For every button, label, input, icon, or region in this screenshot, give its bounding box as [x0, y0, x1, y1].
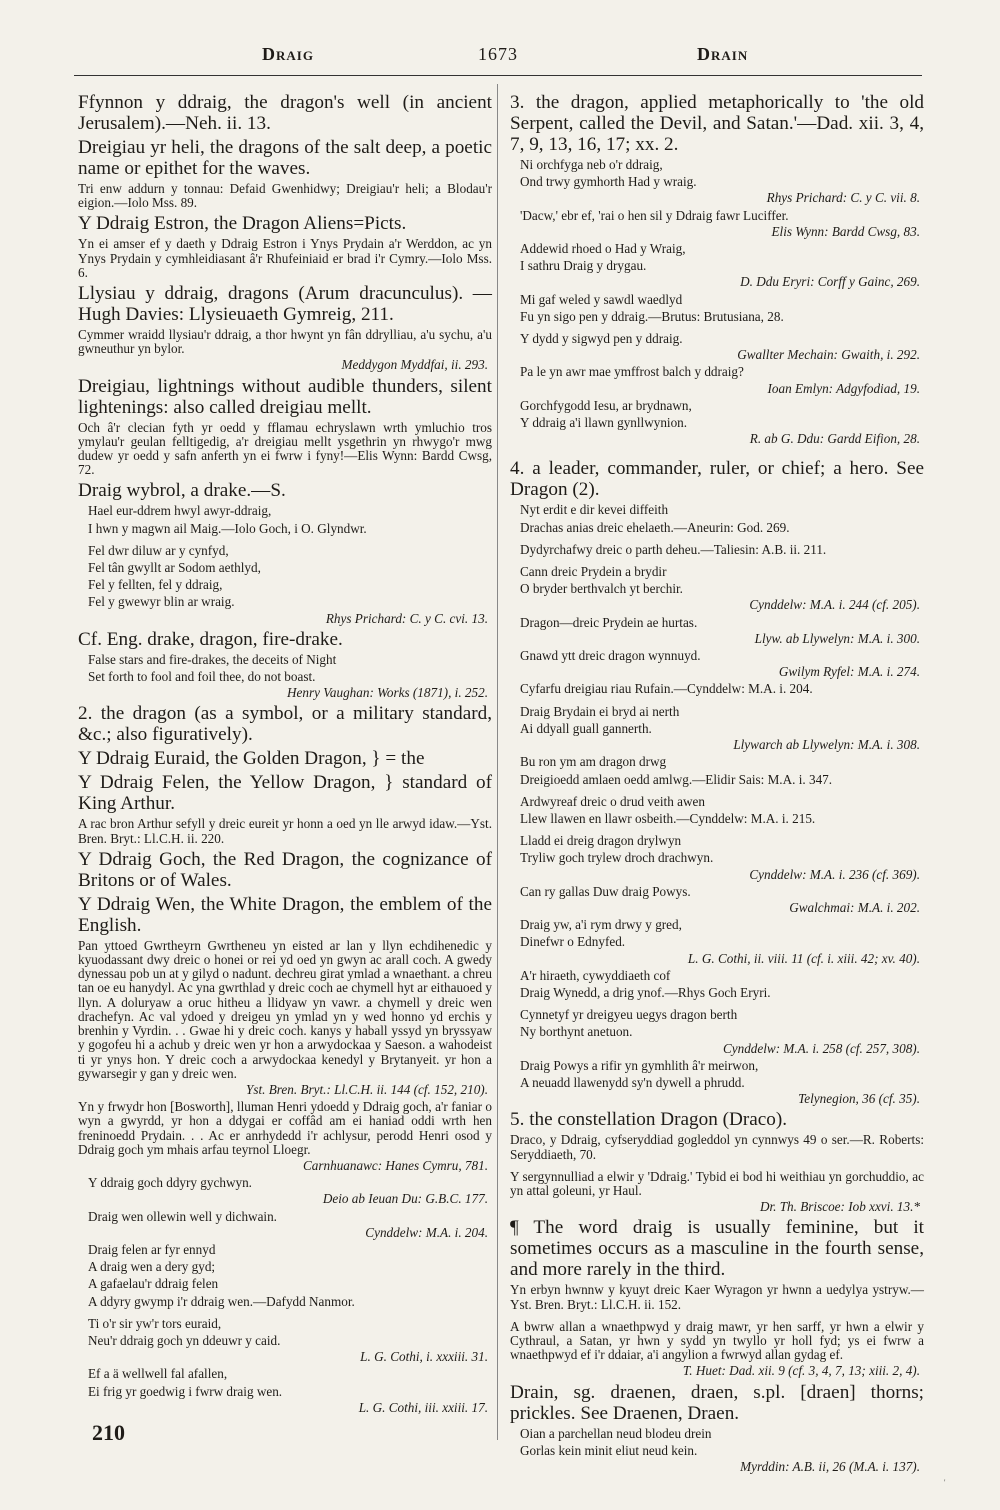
verse-line: Gnawd ytt dreic dragon wynnuyd.	[520, 648, 701, 664]
verse-line: Dinefwr o Ednyfed.	[520, 934, 626, 950]
citation: L. G. Cothi, iii. xxiii. 17.	[358, 1399, 488, 1415]
verse-line: Ef a ä wellwell fal afallen,	[88, 1366, 228, 1382]
running-head-right: Drain	[697, 44, 749, 64]
verse-line: A'r hiraeth, cywyddiaeth cof	[520, 967, 671, 983]
verse-line: Draig Wynedd, a drig ynof.—Rhys Goch Eryri.	[520, 984, 771, 1000]
quotation: Yn ei amser ef y daeth y Ddraig Estron i Ynys Prydain a'r Werddon, ac yn Ynys Prydain y cymhleidiasant â'r Rhufeiniaid er brad i'r Cymry.—Iolo Mss. 6.	[78, 236, 492, 280]
citation: Deio ab Ieuan Du: G.B.C. 177.	[322, 1191, 488, 1207]
entry-text: Y Ddraig Felen, the Yellow Dragon, } standard of King Arthur.	[78, 772, 492, 815]
page-number: 1673	[478, 44, 518, 64]
entry-text: Draig wybrol, a drake.—S.	[78, 480, 286, 502]
entry-text: Cf. Eng. drake, dragon, fire-drake.	[78, 628, 343, 650]
verse-line: Draig yw, a'i rym drwy y gred,	[520, 917, 682, 933]
citation: D. Ddu Eryri: Corff y Gainc, 269.	[740, 274, 920, 290]
verse-line: I hwn y magwn ail Maig.—Iolo Goch, i O. Glyndwr.	[88, 520, 367, 536]
verse-line: A neuadd llawenydd sy'n dywell a phrudd.	[520, 1074, 745, 1090]
verse-line: Ei frig yr goedwig i fwrw draig wen.	[88, 1383, 283, 1399]
citation: Cynddelw: M.A. i. 204.	[365, 1224, 488, 1240]
entry-text: 3. the dragon, applied metaphorically to 'the old Serpent, called the Devil, and Satan.'—Dad. xii. 3, 4, 7, 9, 13, 16, 17; xx. 2.	[510, 92, 924, 155]
verse-line: Gorchfygodd Iesu, ar brydnawn,	[520, 397, 692, 413]
entry-text: Drain, sg. draenen, draen, s.pl. [draen] thorns; prickles. See Draenen, Draen.	[510, 1381, 924, 1424]
verse-line: Draig Powys a rifir yn gymhlith â'r meirwon,	[520, 1057, 759, 1073]
left-column	[78, 92, 492, 1418]
header-rule	[74, 75, 922, 76]
citation: Cynddelw: M.A. i. 258 (cf. 257, 308).	[722, 1040, 920, 1056]
verse-line: Ni orchfyga neb o'r ddraig,	[520, 157, 663, 172]
verse-line: Fel y fellten, fel y ddraig,	[88, 577, 223, 593]
verse-line: Gorlas kein minit eliut neud kein.	[520, 1442, 698, 1458]
quotation: Yn erbyn hwnnw y kyuyt dreic Kaer Wyragon yr hwnn a uedylya ystryw.—Yst. Bren. Bryt.: Ll.C.H. ii. 152.	[510, 1282, 924, 1312]
verse-line: Ardwyreaf dreic o drud veith awen	[520, 793, 705, 809]
verse-line: Addewid rhoed o Had y Wraig,	[520, 241, 686, 257]
verse-line: Tryliw goch trylew droch drachwyn.	[520, 850, 714, 866]
verse-line: Dragon—dreic Prydein ae hurtas.	[520, 614, 698, 630]
citation: Cynddelw: M.A. i. 236 (cf. 369).	[749, 866, 920, 882]
quotation: Pan yttoed Gwrtheyrn Gwrtheneu yn eisted ar lan y llyn echdihenedic y kyuodassant dwy dreic o honei or rei yd oed yn gwyn ac arall coch. A gwedy dynessau pob un at y gilyd o nadunt. dechreu girat ymlad a wnaethant. a chreu tan oe eu hanydyl. Ac yna gwrthlad y dreic coch ae chymell hyt ar eithauoed y llyn. A doluryaw a oruc hitheu a llidyaw yn vawr. a chymell y dreic wen drachefyn. Ac val ydoed y dreigeu yn ymlad yn y wed honno yd erchis y brenhin y Vyrdin. . . Gwae hi y dreic coch. kanys y haball yssyd yn bryssyaw y gogofeu hi a achub y dreic wen yr hon a arwydockaa y Saeson. a wahodeist ti yr ynys hon. Y dreic coch a arwydockaa kenedyl y Brytanyeit. yr hon a gywarsegir y gan y dreic wen.	[78, 937, 492, 1081]
verse-line: A gafaelau'r ddraig felen	[88, 1276, 219, 1292]
citation: Henry Vaughan: Works (1871), i. 252.	[287, 685, 488, 701]
citation: Meddygon Myddfai, ii. 293.	[341, 357, 488, 373]
verse-line: Ti o'r sir yw'r tors euraid,	[88, 1315, 222, 1331]
entry-text: Y Ddraig Wen, the White Dragon, the emblem of the English.	[78, 893, 492, 936]
citation: L. G. Cothi, ii. viii. 11 (cf. i. xiii. 42; xv. 40).	[687, 950, 920, 966]
verse-line: Bu ron ym am dragon drwg	[520, 754, 667, 770]
citation: Dr. Th. Briscoe: Iob xxvi. 13.*	[759, 1199, 920, 1215]
citation: Llyw. ab Llywelyn: M.A. i. 300.	[754, 630, 920, 646]
verse-line: Lladd ei dreig dragon drylwyn	[520, 833, 682, 849]
verse-line: Y ddraig a'i llawn gynllwynion.	[520, 415, 688, 431]
entry-text: Y Ddraig Euraid, the Golden Dragon, } = the	[78, 748, 425, 770]
verse-line: Ond trwy gymhorth Had y wraig.	[520, 174, 697, 190]
quotation: Draco, y Ddraig, cyfseryddiad gogleddol yn cynnwys 49 o ser.—R. Roberts: Seryddiaeth, 70.	[510, 1132, 924, 1162]
entry-text: Ffynnon y ddraig, the dragon's well (in ancient Jerusalem).—Neh. ii. 13.	[78, 92, 492, 134]
citation: L. G. Cothi, i. xxxiii. 31.	[360, 1349, 488, 1365]
citation: Telynegion, 36 (cf. 35).	[798, 1091, 920, 1107]
verse-line: Ai ddyall guall gannerth.	[520, 720, 652, 736]
quotation: Och â'r clecian fyth yr oedd y fflamau echryslawn wrth ymluchio tros ymylau'r geulan felltigedig, a'r dreigiau mellt ysgethrin yn rhwygo'r mwg dudew yr oedd y safn anferth yn ei fwrw i fyny!—Elis Wynn: Bardd Cwsg, 72.	[78, 419, 492, 478]
entry-text: Y Ddraig Goch, the Red Dragon, the cognizance of Britons or of Wales.	[78, 848, 492, 891]
citation: Yst. Bren. Bryt.: Ll.C.H. ii. 144 (cf. 152, 210).	[245, 1081, 488, 1097]
verse-line: I sathru Draig y drygau.	[520, 258, 647, 274]
citation: Elis Wynn: Bardd Cwsg, 83.	[771, 223, 920, 239]
quotation: A bwrw allan a wnaethpwyd y draig mawr, yr hen sarff, yr hwn a elwir y Cythraul, a Satan, yr hwn y sydd yn twyllo yr holl fyd; ys ei fwrw a wnaethpwyd ef i'r ddaiar, a'i angylion a fwrwyd allan gydag ef.	[510, 1318, 924, 1363]
citation: Rhys Prichard: C. y C. cvi. 13.	[325, 610, 488, 626]
verse-line: Can ry gallas Duw draig Powys.	[520, 883, 691, 899]
verse-line: Oian a parchellan neud blodeu drein	[520, 1425, 712, 1441]
verse-line: Nyt erdit e dir kevei diffeith	[520, 502, 669, 518]
verse-line: Cyfarfu dreigiau riau Rufain.—Cynddelw: M.A. i. 204.	[520, 681, 813, 697]
citation: Gwalchmai: M.A. i. 202.	[789, 899, 920, 915]
entry-text: ¶ The word draig is usually feminine, but it sometimes occurs as a masculine in the fourth sense, and more rarely in the third.	[510, 1217, 924, 1281]
verse-line: A ddyry gwymp i'r ddraig wen.—Dafydd Nanmor.	[88, 1293, 355, 1309]
quotation: Yn y frwydr hon [Bosworth], lluman Henri ydoedd y Ddraig goch, a'r faniar o wyn a gwyrdd, yr hon a ddygai er coffâd am ei haniad oddi wrth hen freninoedd Prydain. . . Ac er anrhydedd i'r achlysur, perodd Henri osod y Ddraig goch ym mhais arfau teyrnol Lloegr.	[78, 1099, 492, 1157]
verse-line: A draig wen a dery gyd;	[88, 1259, 216, 1275]
verse-line: Neu'r ddraig goch yn ddeuwr y caid.	[88, 1332, 281, 1348]
verse-line: Drachas anias dreic ehelaeth.—Aneurin: God. 269.	[520, 519, 790, 535]
verse-line: Dreigioedd amlaen oedd amlwg.—Elidir Sais: M.A. i. 347.	[520, 771, 833, 787]
quotation: Cymmer wraidd llysiau'r ddraig, a thor hwynt yn fân ddrylliau, a'u sychu, a'u gwneuthur yn bylor.	[78, 327, 492, 357]
entry-text: 2. the dragon (as a symbol, or a military standard, &c.; also figuratively).	[78, 703, 492, 746]
citation: Llywarch ab Llywelyn: M.A. i. 308.	[733, 737, 920, 753]
verse-line: Cann dreic Prydein a brydir	[520, 564, 667, 580]
verse-line: 'Dacw,' ebr ef, 'rai o hen sil y Ddraig fawr Luciffer.	[520, 207, 789, 223]
verse-line: Fel dwr diluw ar y cynfyd,	[88, 542, 229, 558]
signature-mark: 210	[92, 1420, 125, 1445]
citation: Gwilym Ryfel: M.A. i. 274.	[778, 664, 920, 680]
running-head-left: Draig	[262, 44, 314, 64]
verse-line: Pa le yn awr mae ymffrost balch y ddraig?	[520, 364, 744, 380]
quotation: A rac bron Arthur sefyll y dreic eureit yr honn a oed yn lle arwyd idaw.—Yst. Bren. Bryt.: Ll.C.H. ii. 220.	[78, 816, 492, 846]
citation: Myrddin: A.B. ii, 26 (M.A. i. 137).	[740, 1459, 920, 1474]
verse-line: Dydyrchafwy dreic o parth deheu.—Taliesin: A.B. ii. 211.	[520, 541, 827, 557]
quotation: Y sergynnulliad a elwir y 'Ddraig.' Tybid ei bod hi weithiau yn gorchuddio, ac yn attal goleuni, yr Haul.	[510, 1168, 924, 1198]
citation: R. ab G. Ddu: Gardd Eifion, 28.	[749, 431, 920, 447]
verse-line: O bryder berthvalch yt berchir.	[520, 581, 683, 597]
verse-line: Fel tân gwyllt ar Sodom aethlyd,	[88, 560, 261, 576]
citation: Rhys Prichard: C. y C. vii. 8.	[766, 190, 920, 206]
citation: Carnhuanawc: Hanes Cymru, 781.	[303, 1157, 488, 1173]
verse-line: Y dydd y sigwyd pen y ddraig.	[520, 331, 683, 347]
verse-line: Cynnetyf yr dreigyeu uegys dragon berth	[520, 1007, 738, 1023]
entry-text: Dreigiau yr heli, the dragons of the salt deep, a poetic name or epithet for the waves.	[78, 137, 492, 179]
verse-line: Llew llawen en llawr osbeith.—Cynddelw: M.A. i. 215.	[520, 810, 816, 826]
column-divider	[497, 84, 498, 1440]
verse-line: Fu yn sigo pen y ddraig.—Brutus: Brutusiana, 28.	[520, 308, 784, 324]
verse-line: Hael eur-ddrem hwyl awyr-ddraig,	[88, 503, 272, 519]
spacer	[510, 449, 924, 458]
citation: Ioan Emlyn: Adgyfodiad, 19.	[767, 380, 920, 396]
verse-line: Ny borthynt anetuon.	[520, 1024, 633, 1040]
verse-line: Draig Brydain ei bryd ai nerth	[520, 703, 680, 719]
verse-line: Set forth to fool and foil thee, do not boast.	[88, 669, 316, 685]
verse-line: False stars and fire-drakes, the deceits of Night	[88, 651, 337, 667]
verse-line: Draig wen ollewin well y dichwain.	[88, 1208, 277, 1224]
verse-line: Draig felen ar fyr ennyd	[88, 1241, 216, 1257]
right-column	[510, 92, 924, 1477]
verse-line: Y ddraig goch ddyry gychwyn.	[88, 1175, 252, 1191]
entry-text: Llysiau y ddraig, dragons (Arum dracunculus). —Hugh Davies: Llysieuaeth Gymreig, 211.	[78, 283, 492, 326]
entry-text: Y Ddraig Estron, the Dragon Aliens=Picts.	[78, 213, 407, 235]
entry-text: Dreigiau, lightnings without audible thunders, silent lightenings: also called dreigiau mellt.	[78, 375, 492, 418]
citation: T. Huet: Dad. xii. 9 (cf. 3, 4, 7, 13; xiii. 2, 4).	[682, 1363, 920, 1379]
entry-text: 4. a leader, commander, ruler, or chief; a hero. See Dragon (2).	[510, 458, 924, 501]
citation: Gwallter Mechain: Gwaith, i. 292.	[737, 347, 920, 363]
verse-line: Fel y gwewyr blin ar wraig.	[88, 594, 235, 610]
verse-line: Mi gaf weled y sawdl waedlyd	[520, 291, 683, 307]
quotation: Tri enw addurn y tonnau: Defaid Gwenhidwy; Dreigiau'r heli; a Blodau'r eigion.—Iolo Mss. 89.	[78, 181, 492, 211]
citation: Cynddelw: M.A. i. 244 (cf. 205).	[749, 597, 920, 613]
stray-mark: '	[944, 1478, 946, 1487]
entry-text: 5. the constellation Dragon (Draco).	[510, 1109, 788, 1131]
